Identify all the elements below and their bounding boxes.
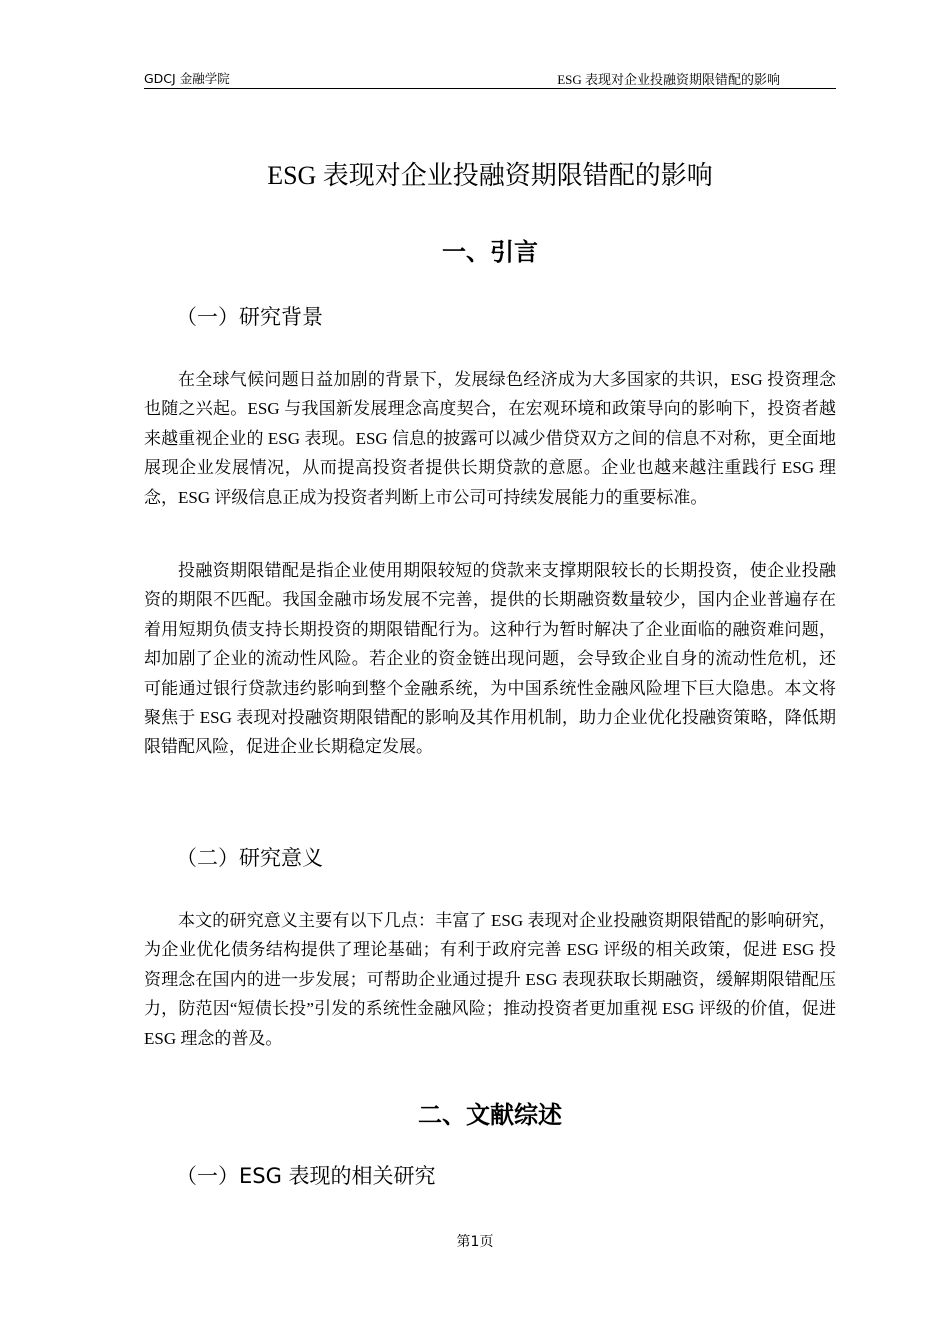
section-heading-literature-review: 二、文献综述 [418,1101,562,1129]
page-header [144,66,836,89]
header-running-title: ESG 表现对企业投融资期限错配的影响 [557,72,780,87]
paragraph-background-2: 投融资期限错配是指企业使用期限较短的贷款来支撑期限较长的长期投资，使企业投融资的期限不匹配。我国金融市场发展不完善，提供的长期融资数量较少，国内企业普遍存在着用短期负债支持长期投资的期限错配行为。这种行为暂时解决了企业面临的融资难问题，却加剧了企业的流动性风险。若企业的资金链出现问题，会导致企业自身的流动性危机，还可能通过银行贷款违约影响到整个金融系统，为中国系统性金融风险埋下巨大隐患。本文将聚焦于 ESG 表现对投融资期限错配的影响及其作用机制，助力企业优化投融资策略，降低期限错配风险，促进企业长期稳定发展。 [144,561,836,757]
subsection-heading-background: （一）研究背景 [176,305,323,329]
section-heading-introduction: 一、引言 [442,238,538,266]
paragraph-background-1: 在全球气候问题日益加剧的背景下，发展绿色经济成为大多国家的共识，ESG 投资理念也随之兴起。ESG 与我国新发展理念高度契合，在宏观环境和政策导向的影响下，投资者越来越重视企业的 ESG 表现。ESG 信息的披露可以减少借贷双方之间的信息不对称，更全面地展现企业发展情况，从而提高投资者提供长期贷款的意愿。企业也越来越注重践行 ESG 理念，ESG 评级信息正成为投资者判断上市公司可持续发展能力的重要标准。 [144,370,836,507]
page-number: 第1页 [456,1234,494,1250]
subsection-heading-significance: （二）研究意义 [176,846,323,870]
paragraph-significance: 本文的研究意义主要有以下几点：丰富了 ESG 表现对企业投融资期限错配的影响研究，为企业优化债务结构提供了理论基础；有利于政府完善 ESG 评级的相关政策，促进 ESG 投资理念在国内的进一步发展；可帮助企业通过提升 ESG 表现获取长期融资，缓解期限错配压力，防范因“短债长投”引发的系统性金融风险；推动投资者更加重视 ESG 评级的价值，促进 ESG 理念的普及。 [144,911,836,1048]
header-institution: GDCJ 金融学院 [144,71,230,86]
subsection-heading-esg-research: （一）ESG 表现的相关研究 [176,1164,436,1188]
document-title: ESG 表现对企业投融资期限错配的影响 [267,161,713,190]
